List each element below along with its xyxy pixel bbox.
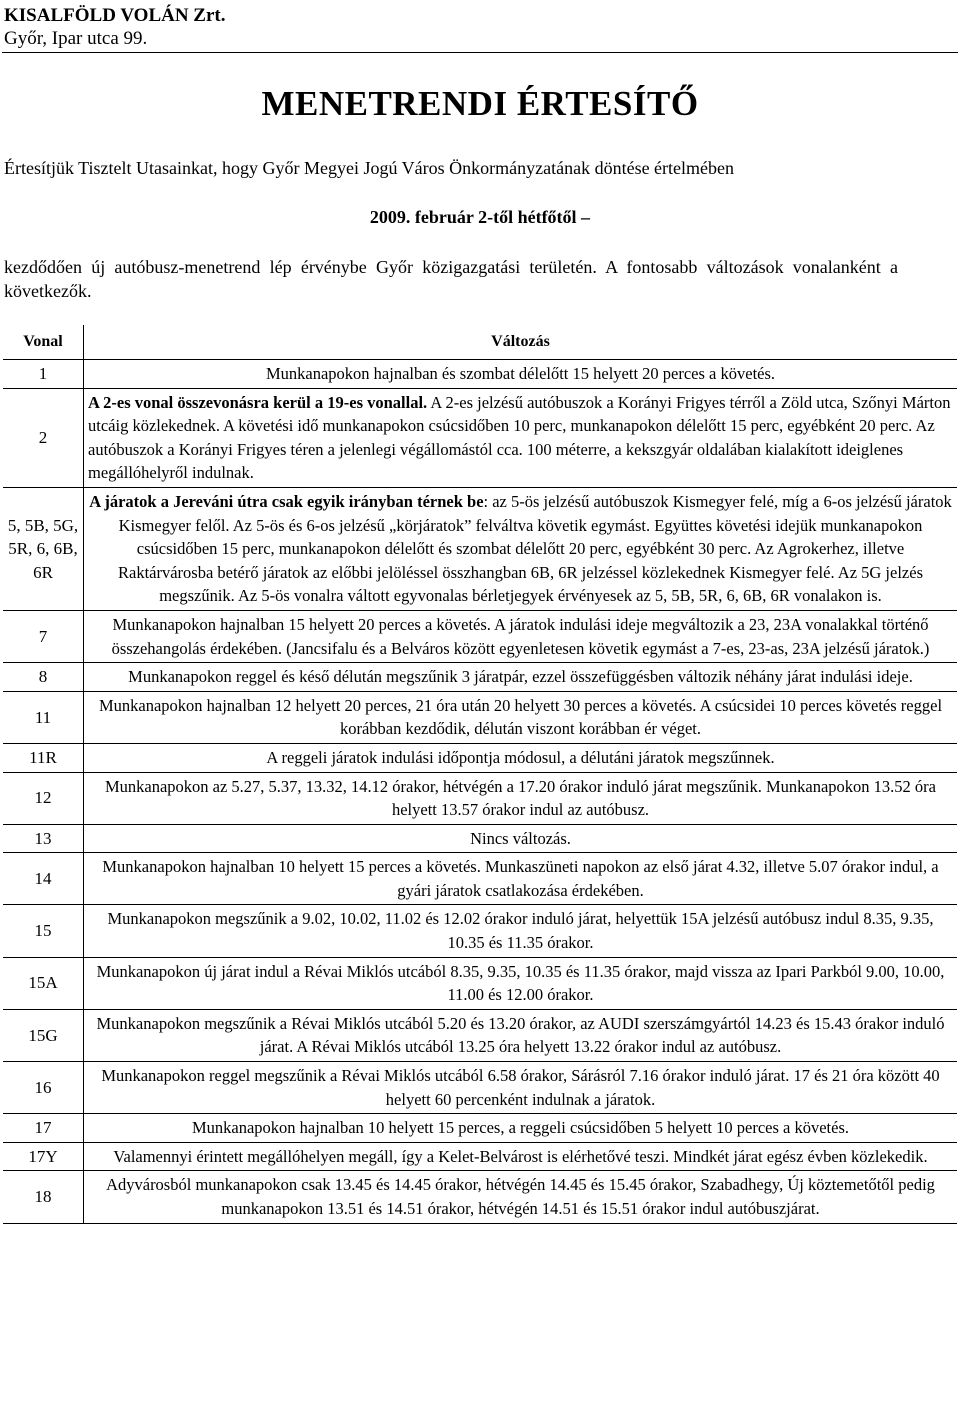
change-text: Munkanapokon megszűnik a 9.02, 10.02, 11.02 és 12.02 órakor induló járat, helyettük 15A jelzésű autóbusz indul 8.35, 9.35, 10.35 és 11.35 órakor.: [84, 905, 958, 957]
change-text-highlight: A járatok a Jereváni útra csak egyik irányban térnek be: [89, 491, 484, 511]
change-text: Valamennyi érintett megállóhelyen megáll, így a Kelet-Belvárost is elérhetővé teszi. Mindkét járat egész évben közlekedik.: [84, 1142, 958, 1171]
line-number: 15A: [3, 957, 84, 1009]
company-name: KISALFÖLD VOLÁN Zrt.: [4, 5, 226, 26]
change-text: Munkanapokon hajnalban 15 helyett 20 perces a követés. A járatok indulási ideje megváltozik a 23, 23A vonalakkal történő összehangolás érdekében. (Jancsifalu és a Belváros között egyenletesen követik egymást a 7-es, 23-as, 23A jelzésű járatok.): [84, 610, 958, 662]
line-number: 11: [3, 691, 84, 743]
table-row: [3, 1171, 957, 1223]
table-row: [3, 610, 957, 662]
line-number: 18: [3, 1171, 84, 1223]
change-text: A járatok a Jereváni útra csak egyik irányban térnek be: az 5-ös jelzésű autóbuszok Kismegyer felé, míg a 6-os jelzésű járatok Kismegyer felől. Az 5-ös és 6-os jelzésű „körjáratok” felváltva követik egymást. Együttes követési idejük munkanapokon csúcsidőben 15 perc, munkanapokon délelőtt és szombat délelőtt 20 perc, egyébként 30 perc. Az Agrokerhez, illetve Raktárvárosba betérő járatok az előbbi jelöléssel összhangban 6B, 6R jelzéssel közlekednek Kismegyer felé. Az 5G jelzés megszűnik. Az 5-ös vonalra váltott egyvonalas bérletjegyek érvényesek az 5, 5B, 5R, 6, 6B, 6R vonalakon is.: [84, 487, 958, 610]
table-row: [3, 1062, 957, 1114]
change-text: Munkanapokon hajnalban 12 helyett 20 perces, 21 óra után 20 helyett 30 perces a követés. A csúcsidei 10 perces követés reggel korábban kezdődik, délután viszont korábban ér véget.: [84, 691, 958, 743]
line-number: 1: [3, 360, 84, 389]
table-row: [3, 663, 957, 692]
line-number: 13: [3, 824, 84, 853]
change-text: Nincs változás.: [84, 824, 958, 853]
table-row: [3, 1142, 957, 1171]
effective-date: 2009. február 2-től hétfőtől –: [369, 207, 591, 227]
table-row: [3, 360, 957, 389]
change-text: Munkanapokon reggel és késő délután megszűnik 3 járatpár, ezzel összefüggésben változik néhány járat indulási ideje.: [84, 663, 958, 692]
page-title: MENETRENDI ÉRTESÍTŐ: [261, 84, 699, 123]
line-number: 15: [3, 905, 84, 957]
line-number: 5, 5B, 5G, 5R, 6, 6B, 6R: [3, 487, 84, 610]
change-text: A reggeli járatok indulási időpontja módosul, a délutáni járatok megszűnnek.: [84, 743, 958, 772]
table-row: [3, 487, 957, 610]
change-text: Munkanapokon hajnalban 10 helyett 15 perces a követés. Munkaszüneti napokon az első járat 4.32, illetve 5.07 órakor indul, a gyári járatok csatlakozása érdekében.: [84, 853, 958, 905]
column-header-change: Változás: [84, 325, 958, 360]
change-text: Munkanapokon hajnalban és szombat délelőtt 15 helyett 20 perces a követés.: [84, 360, 958, 389]
company-header: [4, 4, 226, 50]
table-row: [3, 388, 957, 487]
table-row: [3, 1114, 957, 1143]
line-number: 11R: [3, 743, 84, 772]
change-text: Munkanapokon reggel megszűnik a Révai Miklós utcából 6.58 órakor, Sárásról 7.16 órakor induló járat. 17 és 21 óra között 40 helyett 60 percenként indulnak a járatok.: [84, 1062, 958, 1114]
change-text: Adyvárosból munkanapokon csak 13.45 és 14.45 órakor, hétvégén 14.45 és 15.45 órakor, Szabadhegy, Új köztemetőtől pedig munkanapokon 13.51 és 14.51 órakor, hétvégén 14.51 és 15.51 órakor indul autóbuszjárat.: [84, 1171, 958, 1223]
line-number: 16: [3, 1062, 84, 1114]
table-row: [3, 853, 957, 905]
change-text: Munkanapokon új járat indul a Révai Miklós utcából 8.35, 9.35, 10.35 és 11.35 órakor, majd vissza az Ipari Parkból 9.00, 10.00, 11.00 és 12.00 órakor.: [84, 957, 958, 1009]
line-number: 7: [3, 610, 84, 662]
changes-table: [3, 325, 957, 1224]
line-number: 8: [3, 663, 84, 692]
company-address: Győr, Ipar utca 99.: [4, 28, 148, 49]
line-number: 17Y: [3, 1142, 84, 1171]
change-text: Munkanapokon megszűnik a Révai Miklós utcából 5.20 és 13.20 órakor, az AUDI szerszámgyártól 14.23 és 15.43 órakor induló járat. A Révai Miklós utcából 13.25 óra helyett 13.22 órakor indul az autóbusz.: [84, 1009, 958, 1061]
intro-text: Értesítjük Tisztelt Utasainkat, hogy Győr Megyei Jogú Város Önkormányzatának döntése értelmében: [4, 158, 735, 178]
line-number: 14: [3, 853, 84, 905]
lead-text: kezdődően új autóbusz-menetrend lép érvénybe Győr közigazgatási területén. A fontosabb változások vonalanként a következők.: [4, 257, 898, 301]
change-text: A 2-es vonal összevonásra kerül a 19-es vonallal. A 2-es jelzésű autóbuszok a Korányi Frigyes térről a Zöld utca, Szőnyi Márton utcáig közlekednek. A követési idő munkanapokon csúcsidőben 10 perc, munkanapokon délelőtt 15 perc, egyébként 20 perc. Az autóbuszok a Korányi Frigyes téren a jelenlegi végállomástól cca. 100 méterre, a kekszgyár oldalában kialakított ideiglenes megállóhelyről indulnak.: [84, 388, 958, 487]
change-text: Munkanapokon az 5.27, 5.37, 13.32, 14.12 órakor, hétvégén a 17.20 órakor induló járat megszűnik. Munkanapokon 13.52 óra helyett 13.57 órakor indul az autóbusz.: [84, 772, 958, 824]
table-row: [3, 1009, 957, 1061]
table-row: [3, 824, 957, 853]
line-number: 17: [3, 1114, 84, 1143]
line-number: 12: [3, 772, 84, 824]
table-row: [3, 772, 957, 824]
table-row: [3, 743, 957, 772]
change-text-highlight: A 2-es vonal összevonásra kerül a 19-es vonallal.: [88, 392, 428, 412]
line-number: 15G: [3, 1009, 84, 1061]
table-row: [3, 957, 957, 1009]
change-text: Munkanapokon hajnalban 10 helyett 15 perces, a reggeli csúcsidőben 5 helyett 10 perces a követés.: [84, 1114, 958, 1143]
header-rule: [2, 52, 958, 53]
line-number: 2: [3, 388, 84, 487]
table-header-row: [3, 325, 957, 360]
table-row: [3, 691, 957, 743]
column-header-line: Vonal: [3, 325, 84, 360]
table-row: [3, 905, 957, 957]
